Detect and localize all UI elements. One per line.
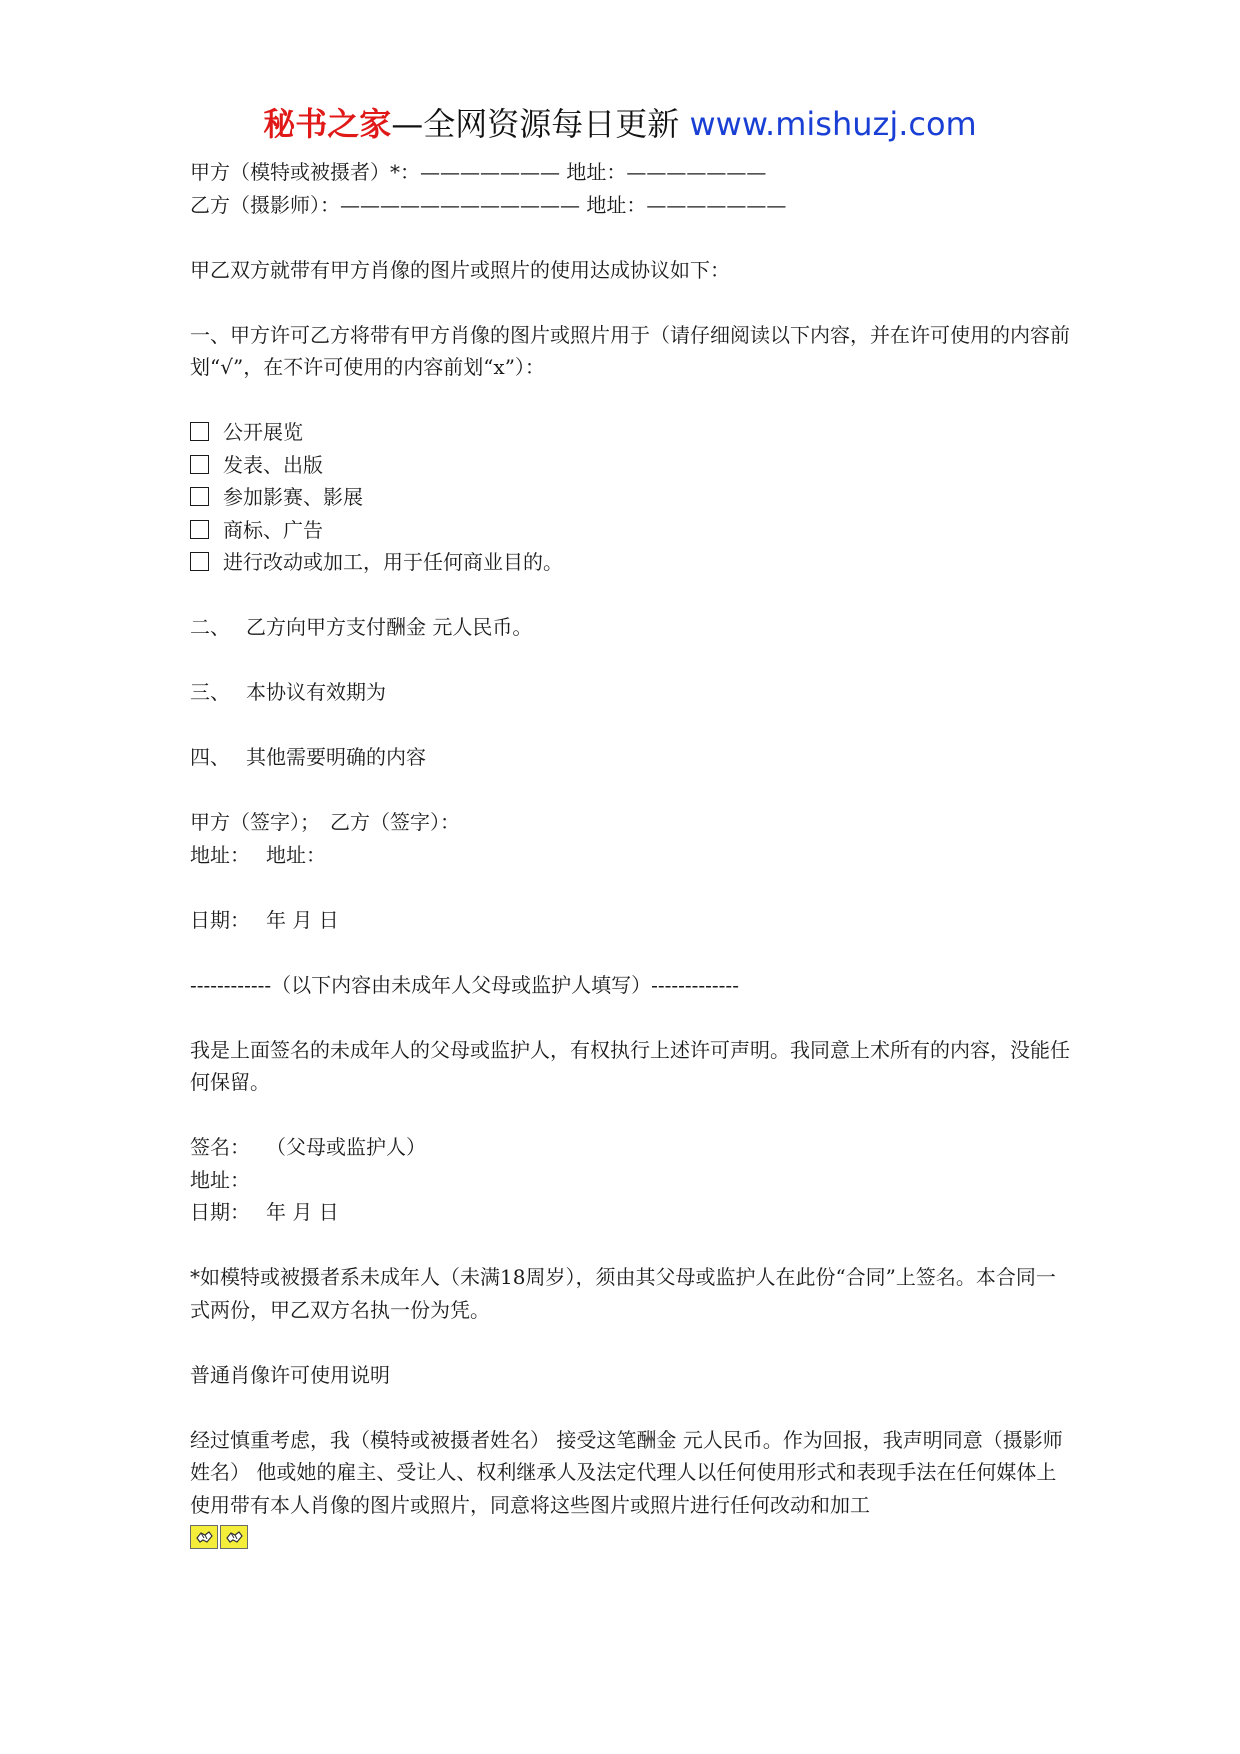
footer-icons — [190, 1525, 1070, 1549]
divider-dashes-right: ------------- — [651, 972, 739, 997]
option-item — [190, 546, 1070, 579]
option-item — [190, 449, 1070, 482]
clause-3 — [190, 676, 1070, 709]
option-label: 发表、出版 — [223, 452, 323, 477]
option-label: 商标、广告 — [223, 517, 323, 542]
brand-name: 秘书之家 — [263, 105, 392, 143]
clause-2-text: 乙方向甲方支付酬金 元人民币。 — [246, 615, 533, 639]
party-b-line — [190, 189, 1070, 222]
divider-dashes-left: ------------ — [190, 972, 272, 997]
site-header — [0, 100, 1240, 148]
option-label: 参加影赛、影展 — [223, 485, 363, 509]
party-b-address-blank: ——————— — [646, 192, 787, 217]
guardian-divider — [190, 969, 1070, 1002]
guardian-date-label: 日期： — [190, 1200, 250, 1224]
guardian-sign-label: 签名： — [190, 1135, 250, 1159]
intro-paragraph: 甲乙双方就带有甲方肖像的图片或照片的使用达成协议如下： — [190, 257, 730, 282]
guardian-address-line — [190, 1164, 1070, 1197]
guardian-date-line — [190, 1196, 1070, 1229]
general-license-body: 经过慎重考虑，我（模特或被摄者姓名） 接受这笔酬金 元人民币。作为回报，我声明同意（摄影师姓名） 他或她的雇主、受让人、权利继承人及法定代理人以任何使用形式和表现手法在任何媒体上使用带有本人肖像的图片或照片，同意将这些图片或照片进行任何改动和加工 — [190, 1427, 1063, 1517]
party-a-blank: ——————— — [420, 160, 560, 184]
guardian-sign-line — [190, 1131, 1070, 1164]
clause-4-number: 四、 — [190, 745, 230, 769]
general-license-title: 普通肖像许可使用说明 — [190, 1362, 390, 1387]
guardian-date-value: 年 月 日 — [266, 1200, 339, 1224]
party-b-address-label: 地址： — [586, 192, 647, 217]
signature-line — [190, 806, 1070, 839]
guardian-statement: 我是上面签名的未成年人的父母或监护人，有权执行上述许可声明。我同意上术所有的内容，没能任何保留。 — [190, 1037, 1070, 1094]
party-a-address-label: 地址： — [566, 160, 627, 184]
party-b-signature-address: 地址： — [266, 842, 326, 867]
option-checkbox[interactable] — [190, 455, 209, 474]
option-label: 进行改动或加工，用于任何商业目的。 — [223, 550, 563, 574]
site-url-link[interactable]: www.mishuzj.com — [689, 105, 977, 143]
option-item — [190, 416, 1070, 449]
clause-4 — [190, 741, 1070, 774]
signature-date-line — [190, 904, 1070, 937]
clause-3-number: 三、 — [190, 680, 230, 704]
party-a-signature-label: 甲方（签字）； — [190, 810, 320, 834]
option-checkbox[interactable] — [190, 487, 209, 506]
clause-2 — [190, 611, 1070, 644]
clause-4-text: 其他需要明确的内容 — [246, 745, 426, 769]
party-b-blank: ———————————— — [340, 192, 580, 217]
party-a-label: 甲方（模特或被摄者）*： — [190, 160, 420, 184]
party-b-label: 乙方（摄影师）： — [190, 192, 340, 217]
option-label: 公开展览 — [223, 420, 303, 444]
clause-2-number: 二、 — [190, 615, 230, 639]
guardian-sign-value: （父母或监护人） — [266, 1135, 426, 1159]
option-item — [190, 514, 1070, 547]
option-item — [190, 481, 1070, 514]
party-b-signature-label: 乙方（签字）： — [330, 810, 460, 834]
clause-3-text: 本协议有效期为 — [246, 680, 386, 704]
date-value: 年 月 日 — [266, 907, 339, 932]
option-checkbox[interactable] — [190, 552, 209, 571]
option-checkbox[interactable] — [190, 422, 209, 441]
divider-text: （以下内容由未成年人父母或监护人填写） — [271, 972, 652, 997]
party-a-signature-address: 地址： — [190, 842, 250, 867]
party-a-line — [190, 156, 1070, 189]
guardian-address-label: 地址： — [190, 1167, 250, 1192]
handshake-icon[interactable] — [190, 1525, 218, 1549]
option-checkbox[interactable] — [190, 520, 209, 539]
brand-slogan: —全网资源每日更新 — [391, 105, 680, 143]
party-a-address-blank: ——————— — [626, 160, 767, 184]
handshake-icon[interactable] — [220, 1525, 248, 1549]
signature-address-line — [190, 839, 1070, 872]
clause-1-text: 一、甲方许可乙方将带有甲方肖像的图片或照片用于（请仔细阅读以下内容，并在许可使用的内容前划“√”，在不许可使用的内容前划“x”）： — [190, 322, 1070, 379]
contract-body — [190, 156, 1070, 1549]
minor-note: *如模特或被摄者系未成年人（未满18周岁），须由其父母或监护人在此份“合同”上签名。本合同一式两份，甲乙双方名执一份为凭。 — [190, 1265, 1056, 1322]
date-label: 日期： — [190, 907, 250, 932]
